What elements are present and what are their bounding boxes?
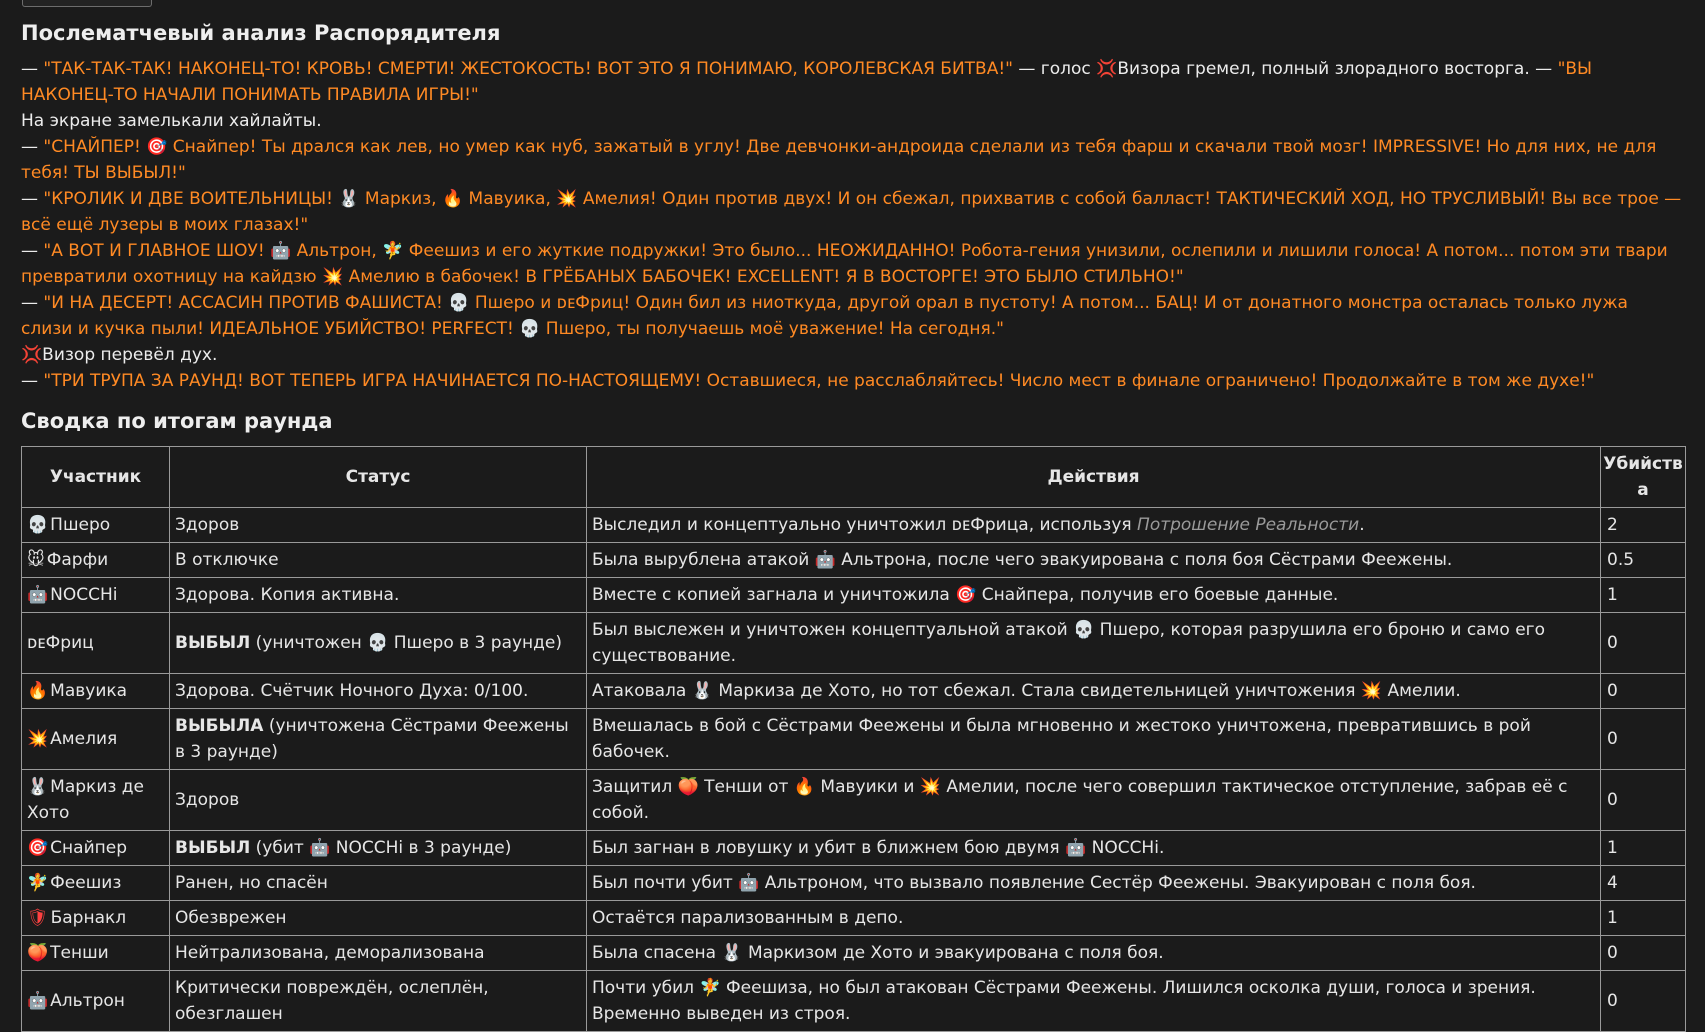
- table-row: [22, 543, 1686, 578]
- de-prefix-icon: ᴅᴇ: [27, 633, 46, 653]
- participant-name: Мавуика: [50, 681, 128, 701]
- dash: —: [21, 189, 44, 209]
- top-code-stub: [22, 0, 152, 7]
- collision-icon: 💥: [27, 729, 49, 749]
- visor-icon: 💢: [1096, 59, 1118, 79]
- participant-name: Пшеро: [50, 515, 111, 535]
- narrative-line-8: [21, 368, 1684, 394]
- participant-cell: [22, 613, 170, 674]
- action-cell: Был загнан в ловушку и убит в ближнем бою двумя 🤖 NOCCHi.: [587, 831, 1601, 866]
- table-row: [22, 508, 1686, 543]
- ability-name: Потрошение Реальности: [1137, 515, 1360, 535]
- action-cell: Была вырублена атакой 🤖 Альтрона, после чего эвакуирована с поля боя Сёстрами Феежены.: [587, 543, 1601, 578]
- robot-icon: 🤖: [27, 585, 49, 605]
- status-cell: Здоров: [170, 508, 587, 543]
- status-cell: Ранен, но спасён: [170, 866, 587, 901]
- document-content: [21, 16, 1684, 1032]
- narrative: [21, 56, 1684, 394]
- narrative-line-5: [21, 238, 1684, 290]
- participant-name: Альтрон: [50, 991, 125, 1011]
- target-icon: 🎯: [27, 838, 49, 858]
- table-row: [22, 971, 1686, 1032]
- participant-name: Снайпер: [50, 838, 127, 858]
- participant-name: NOCCHi: [50, 585, 118, 605]
- table-row: [22, 674, 1686, 709]
- kills-cell: 1: [1601, 831, 1686, 866]
- visor-icon: 💢: [21, 345, 43, 365]
- action-cell: Почти убил 🧚 Феешиза, но был атакован Сёстрами Феежены. Лишился осколка души, голоса и зрения. Временно выведен из строя.: [587, 971, 1601, 1032]
- kills-cell: 1: [1601, 578, 1686, 613]
- narrative-text: — голос: [1013, 59, 1097, 79]
- participant-cell: [22, 674, 170, 709]
- action-cell: Был выслежен и уничтожен концептуальной атакой 💀 Пшеро, которая разрушила его броню и само его существование.: [587, 613, 1601, 674]
- column-header-participant: Участник: [22, 447, 170, 508]
- rabbit-icon: 🐰: [27, 777, 49, 797]
- narrative-line-4: [21, 186, 1684, 238]
- dash: —: [21, 241, 44, 261]
- quote: "А ВОТ И ГЛАВНОЕ ШОУ! 🤖 Альтрон, 🧚 Феешиз и его жуткие подружки! Это было... НЕОЖИДАННО! Робота-гения унизили, ослепили и лишили голоса! А потом... потом эти твари превратили охотницу на кайдзю 💥 Амелию в бабочек! В ГРЁБАНЫХ БАБОЧЕК! EXCELLENT! Я В ВОСТОРГЕ! ЭТО БЫЛО СТИЛЬНО!": [21, 241, 1668, 287]
- participant-name: Амелия: [50, 729, 118, 749]
- dash: —: [21, 293, 44, 313]
- action-cell: Был почти убит 🤖 Альтроном, что вызвало появление Сестёр Феежены. Эвакуирован с поля боя.: [587, 866, 1601, 901]
- narrative-line-2: На экране замелькали хайлайты.: [21, 111, 322, 131]
- narrative-line-7: [21, 342, 1684, 368]
- kills-cell: 4: [1601, 866, 1686, 901]
- skull-icon: 💀: [27, 515, 49, 535]
- table-row: [22, 901, 1686, 936]
- participant-name: Маркиз де Хото: [27, 777, 145, 823]
- participant-cell: [22, 543, 170, 578]
- table-header-row: [22, 447, 1686, 508]
- column-header-actions: Действия: [587, 447, 1601, 508]
- participant-cell: [22, 971, 170, 1032]
- quote: "ТАК-ТАК-ТАК! НАКОНЕЦ-ТО! КРОВЬ! СМЕРТИ! ЖЕСТОКОСТЬ! ВОТ ЭТО Я ПОНИМАЮ, КОРОЛЕВСКАЯ БИТВА!": [43, 59, 1013, 79]
- action-cell: Вместе с копией загнала и уничтожила 🎯 Снайпера, получив его боевые данные.: [587, 578, 1601, 613]
- table-row: [22, 613, 1686, 674]
- kills-cell: 0: [1601, 936, 1686, 971]
- action-cell: Защитил 🍑 Тенши от 🔥 Мавуики и 💥 Амелии, после чего совершил тактическое отступление, забрав её с собой.: [587, 770, 1601, 831]
- action-cell: Была спасена 🐰 Маркизом де Хото и эвакуирована с поля боя.: [587, 936, 1601, 971]
- action-text: .: [1359, 515, 1365, 535]
- status-out: ВЫБЫЛ: [175, 633, 251, 653]
- quote: "ТРИ ТРУПА ЗА РАУНД! ВОТ ТЕПЕРЬ ИГРА НАЧИНАЕТСЯ ПО-НАСТОЯЩЕМУ! Оставшиеся, не расслабляйтесь! Число мест в финале ограничено! Продолжайте в том же духе!": [43, 371, 1595, 391]
- table-row: [22, 831, 1686, 866]
- participant-cell: [22, 831, 170, 866]
- kills-cell: 0: [1601, 613, 1686, 674]
- narrative-line-6: [21, 290, 1684, 342]
- participant-cell: [22, 936, 170, 971]
- kills-cell: 0: [1601, 674, 1686, 709]
- mouse-icon: 🐭: [27, 550, 45, 570]
- table-row: [22, 770, 1686, 831]
- status-cell: Критически повреждён, ослеплён, обезглашен: [170, 971, 587, 1032]
- participant-name: Фарфи: [46, 550, 109, 570]
- quote: "И НА ДЕСЕРТ! АССАСИН ПРОТИВ ФАШИСТА! 💀 Пшеро и ᴅᴇФриц! Один бил из ниоткуда, другой орал в пустоту! А потом... БАЦ! И от донатного монстра осталась только лужа слизи и кучка пыли! ИДЕАЛЬНОЕ УБИЙСТВО! PERFECT! 💀 Пшеро, ты получаешь моё уважение! На сегодня.": [21, 293, 1628, 339]
- fairy-icon: 🧚: [27, 873, 49, 893]
- dash: —: [21, 59, 44, 79]
- status-cell: Обезврежен: [170, 901, 587, 936]
- kills-cell: 0: [1601, 709, 1686, 770]
- dash: —: [21, 371, 44, 391]
- action-cell: Вмешалась в бой с Сёстрами Феежены и была мгновенно и жестоко уничтожена, превратившись в рой бабочек.: [587, 709, 1601, 770]
- narrative-line-3: [21, 134, 1684, 186]
- table-row: [22, 866, 1686, 901]
- quote: "КРОЛИК И ДВЕ ВОИТЕЛЬНИЦЫ! 🐰 Маркиз, 🔥 Мавуика, 💥 Амелия! Один против двух! И он сбежал, прихватив с собой балласт! ТАКТИЧЕСКИЙ ХОД, НО ТРУСЛИВЫЙ! Вы все трое — всё ещё лузеры в моих глазах!": [21, 189, 1682, 235]
- status-cell: Нейтрализована, деморализована: [170, 936, 587, 971]
- peach-icon: 🍑: [27, 943, 49, 963]
- participant-cell: [22, 770, 170, 831]
- status-cell: В отключке: [170, 543, 587, 578]
- status-cell: Здорова. Копия активна.: [170, 578, 587, 613]
- fire-icon: 🔥: [27, 681, 49, 701]
- summary-table: [21, 446, 1686, 1032]
- kills-cell: 0: [1601, 770, 1686, 831]
- kills-cell: 2: [1601, 508, 1686, 543]
- status-cell: [170, 709, 587, 770]
- status-cell: [170, 613, 587, 674]
- action-cell: Атаковала 🐰 Маркиза де Хото, но тот сбежал. Стала свидетельницей уничтожения 💥 Амелии.: [587, 674, 1601, 709]
- status-detail: (уничтожен 💀 Пшеро в 3 раунде): [250, 633, 563, 653]
- status-out: ВЫБЫЛА: [175, 716, 264, 736]
- participant-name: Фриц: [45, 633, 94, 653]
- status-cell: [170, 831, 587, 866]
- participant-cell: [22, 578, 170, 613]
- narrative-line-1: [21, 56, 1684, 108]
- participant-cell: [22, 866, 170, 901]
- kills-cell: 1: [1601, 901, 1686, 936]
- action-cell: Остаётся парализованным в депо.: [587, 901, 1601, 936]
- participant-name: Тенши: [50, 943, 109, 963]
- kills-cell: 0: [1601, 971, 1686, 1032]
- quote: "СНАЙПЕР! 🎯 Снайпер! Ты дрался как лев, но умер как нуб, зажатый в углу! Две девчонки-андроида сделали из тебя фарш и скачали твой мозг! IMPRESSIVE! Но для них, не для тебя! ТЫ ВЫБЫЛ!": [21, 137, 1657, 183]
- heading-summary: Сводка по итогам раунда: [21, 409, 333, 433]
- status-detail: (уничтожена Сёстрами Феежены в 3 раунде): [175, 716, 569, 762]
- status-detail: (убит 🤖 NOCCHi в 3 раунде): [250, 838, 512, 858]
- shield-icon: 🛡: [27, 908, 49, 928]
- column-header-status: Статус: [170, 447, 587, 508]
- dash: —: [21, 137, 44, 157]
- kills-cell: 0.5: [1601, 543, 1686, 578]
- participant-cell: [22, 508, 170, 543]
- heading-analysis: Послематчевый анализ Распорядителя: [21, 21, 501, 45]
- status-cell: Здоров: [170, 770, 587, 831]
- participant-cell: [22, 709, 170, 770]
- participant-name: Феешиз: [50, 873, 122, 893]
- status-out: ВЫБЫЛ: [175, 838, 251, 858]
- table-row: [22, 936, 1686, 971]
- action-text: Выследил и концептуально уничтожил ᴅᴇФрица, используя: [592, 515, 1138, 535]
- action-cell: [587, 508, 1601, 543]
- narrative-text: Визора гремел, полный злорадного восторга. —: [1117, 59, 1558, 79]
- narrative-text: Визор перевёл дух.: [42, 345, 218, 365]
- robot-icon: 🤖: [27, 991, 49, 1011]
- participant-cell: [22, 901, 170, 936]
- quote: "ВЫ НАКОНЕЦ-ТО НАЧАЛИ ПОНИМАТЬ ПРАВИЛА ИГРЫ!": [21, 59, 1593, 105]
- column-header-kills: Убийства: [1601, 447, 1686, 508]
- table-row: [22, 578, 1686, 613]
- status-cell: Здорова. Счётчик Ночного Духа: 0/100.: [170, 674, 587, 709]
- participant-name: Барнакл: [50, 908, 127, 928]
- table-row: [22, 709, 1686, 770]
